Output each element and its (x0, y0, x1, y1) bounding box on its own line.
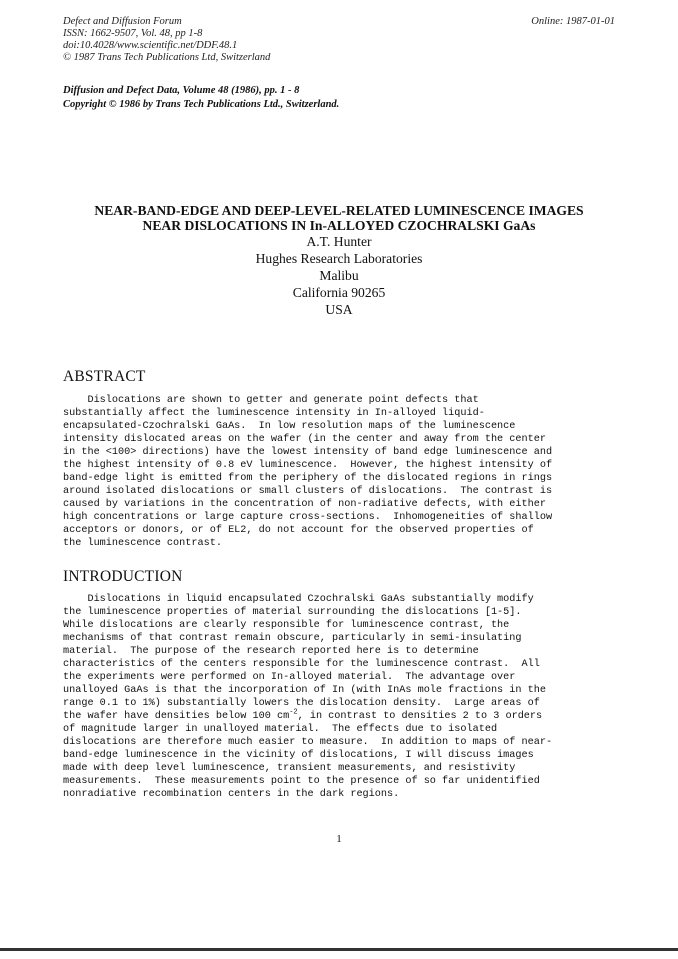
abstract-line: encapsulated-Czochralski GaAs. In low resolution maps of the luminescence (63, 421, 516, 432)
author-name: A.T. Hunter (306, 234, 372, 249)
affiliation-city: Malibu (319, 268, 359, 283)
intro-line: made with deep level luminescence, transient measurements, and resistivity (63, 763, 516, 774)
abstract-line: band-edge light is emitted from the periphery of the dislocated regions in rings (63, 473, 553, 484)
abstract-line: in the <100> directions) have the lowest intensity of band edge luminescence and (63, 447, 553, 458)
intro-line: of magnitude larger in unalloyed material. The effects due to isolated (63, 724, 498, 735)
intro-text: the wafer have densities below 100 cm (63, 711, 290, 722)
intro-line: material. The purpose of the research reported here is to determine (63, 646, 479, 657)
header-line: © 1987 Trans Tech Publications Ltd, Switzerland (63, 52, 271, 63)
intro-line: the experiments were performed on In-alloyed material. The advantage over (63, 672, 516, 683)
abstract-line: the highest intensity of 0.8 eV luminescence. However, the highest intensity of (63, 460, 553, 471)
intro-line: dislocations are therefore much easier to measure. In addition to maps of near- (63, 737, 553, 748)
header-line: ISSN: 1662-9507, Vol. 48, pp 1-8 (63, 28, 203, 39)
affiliation-country: USA (325, 302, 353, 317)
affiliation-state: California 90265 (292, 285, 386, 300)
intro-line: band-edge luminescence in the vicinity of dislocations, I will discuss images (63, 750, 534, 761)
abstract-body (63, 394, 615, 550)
abstract-line: acceptors or donors, or of EL2, do not account for the observed properties of (63, 525, 534, 536)
header-line: doi:10.4028/www.scientific.net/DDF.48.1 (63, 40, 238, 51)
abstract-heading: ABSTRACT (63, 368, 146, 385)
header-line: Defect and Diffusion Forum (63, 16, 182, 27)
bottom-rule (0, 948, 678, 951)
intro-line: While dislocations are clearly responsible for luminescence contrast, the (63, 620, 510, 631)
intro-line: the luminescence properties of material surrounding the dislocations [1-5]. (63, 607, 522, 618)
intro-line: range 0.1 to 1%) substantially lowers the dislocation density. Large areas of (63, 698, 540, 709)
abstract-line: high concentrations or large capture cross-sections. Inhomogeneities of shallow (63, 512, 553, 523)
introduction-heading: INTRODUCTION (63, 568, 183, 585)
abstract-line: Dislocations are shown to getter and generate point defects that (63, 395, 479, 406)
abstract-line: around isolated dislocations or small clusters of dislocations. The contrast is (63, 486, 553, 497)
affiliation-org: Hughes Research Laboratories (255, 251, 423, 266)
journal-copyright: Copyright © 1986 by Trans Tech Publications Ltd., Switzerland. (63, 99, 340, 110)
intro-line: nonradiative recombination centers in the dark regions. (63, 789, 400, 800)
abstract-line: substantially affect the luminescence intensity in In-alloyed liquid- (63, 408, 485, 419)
journal-info (63, 84, 339, 112)
paper-title-line-2: NEAR DISLOCATIONS IN In-ALLOYED CZOCHRALSKI GaAs (142, 218, 536, 233)
header-citation (63, 16, 270, 64)
journal-volume: Diffusion and Defect Data, Volume 48 (1986), pp. 1 - 8 (63, 85, 300, 96)
abstract-line: intensity dislocated areas on the wafer (in the center and away from the center (63, 434, 546, 445)
title-block (0, 203, 678, 318)
intro-line: measurements. These measurements point to the presence of so far unidentified (63, 776, 540, 787)
abstract-line: the luminescence contrast. (63, 538, 222, 549)
intro-line: mechanisms of that contrast remain obscure, particularly in semi-insulating (63, 633, 522, 644)
online-date: Online: 1987-01-01 (531, 16, 615, 27)
paper-title-line-1: NEAR-BAND-EDGE AND DEEP-LEVEL-RELATED LUMINESCENCE IMAGES (94, 203, 584, 218)
intro-line: unalloyed GaAs is that the incorporation of In (with InAs mole fractions in the (63, 685, 546, 696)
intro-line-superscript (63, 710, 615, 723)
intro-line: characteristics of the centers responsible for the luminescence contrast. All (63, 659, 540, 670)
introduction-body (63, 593, 615, 801)
intro-line: Dislocations in liquid encapsulated Czochralski GaAs substantially modify (63, 594, 534, 605)
page-number: 1 (336, 833, 342, 845)
exponent: -2 (289, 708, 298, 717)
abstract-line: caused by variations in the concentration of non-radiative defects, with either (63, 499, 546, 510)
intro-text: , in contrast to densities 2 to 3 orders (297, 711, 543, 722)
